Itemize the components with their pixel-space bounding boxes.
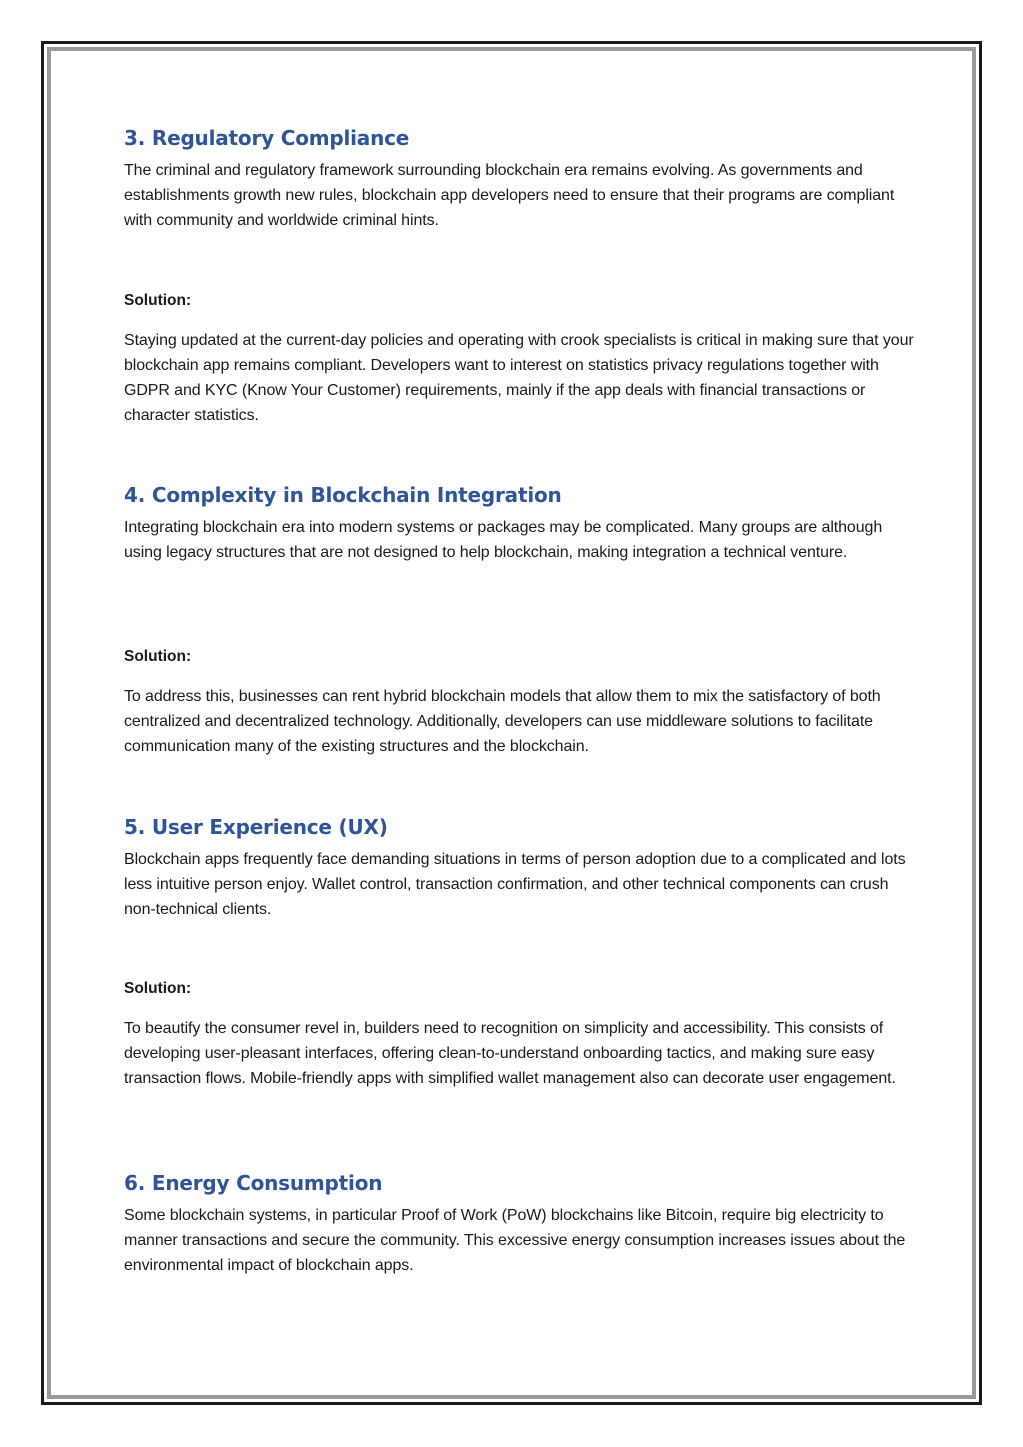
- section-body: Blockchain apps frequently face demanding situations in terms of person adoption due to a complicated and lots less intuitive person enjoy. Wallet control, transaction confirmation, and other technical components can crush non-technical clients.: [124, 851, 906, 918]
- solution-block: [124, 646, 914, 759]
- section-user-experience: [124, 813, 914, 922]
- solution-label: Solution:: [124, 292, 192, 309]
- section-complexity-integration: [124, 481, 914, 565]
- section-body: The criminal and regulatory framework surrounding blockchain era remains evolving. As governments and establishments growth new rules, blockchain app developers need to ensure that their programs are compliant with community and worldwide criminal hints.: [124, 162, 895, 229]
- section-title: 5. User Experience (UX): [124, 815, 388, 839]
- section-title: 6. Energy Consumption: [124, 1171, 383, 1195]
- section-energy-consumption: [124, 1169, 914, 1278]
- solution-text: To address this, businesses can rent hybrid blockchain models that allow them to mix the satisfactory of both centralized and decentralized technology. Additionally, developers can use middleware solutions to facilitate communication many of the existing structures and the blockchain.: [124, 688, 881, 755]
- solution-block: [124, 978, 914, 1091]
- section-regulatory-compliance: [124, 124, 914, 233]
- section-title: 3. Regulatory Compliance: [124, 126, 410, 150]
- solution-label: Solution:: [124, 980, 192, 997]
- section-body: Some blockchain systems, in particular Proof of Work (PoW) blockchains like Bitcoin, require big electricity to manner transactions and secure the community. This excessive energy consumption increases issues about the environmental impact of blockchain apps.: [124, 1207, 906, 1274]
- section-body: Integrating blockchain era into modern systems or packages may be complicated. Many groups are although using legacy structures that are not designed to help blockchain, making integration a technical venture.: [124, 519, 883, 561]
- solution-text: To beautify the consumer revel in, builders need to recognition on simplicity and accessibility. This consists of developing user-pleasant interfaces, offering clean-to-understand onboarding tactics, and making sure easy transaction flows. Mobile-friendly apps with simplified wallet management also can decorate user engagement.: [124, 1020, 896, 1087]
- solution-label: Solution:: [124, 648, 192, 665]
- solution-block: [124, 290, 914, 428]
- section-title: 4. Complexity in Blockchain Integration: [124, 483, 562, 507]
- solution-text: Staying updated at the current-day policies and operating with crook specialists is critical in making sure that your blockchain app remains compliant. Developers want to interest on statistics privacy regulations together with GDPR and KYC (Know Your Customer) requirements, mainly if the app deals with financial transactions or character statistics.: [124, 332, 914, 424]
